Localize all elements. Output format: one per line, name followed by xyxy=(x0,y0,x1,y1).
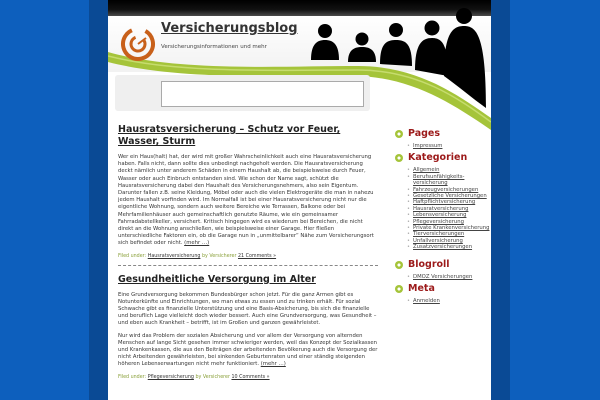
author: by Versicherer xyxy=(201,253,237,259)
site-title[interactable]: Versicherungsblog xyxy=(161,21,298,36)
post-meta xyxy=(118,375,378,380)
sidebar-item-allgemein[interactable]: • Allgemein xyxy=(407,167,491,173)
post-separator xyxy=(118,265,378,266)
sidebar-item-dmoz[interactable]: • DMOZ Versicherungen xyxy=(407,274,491,280)
meta-label: Filed under: xyxy=(118,253,147,259)
post xyxy=(118,274,378,380)
search-input[interactable] xyxy=(161,81,364,107)
page-shadow-right xyxy=(491,0,510,400)
post-paragraph xyxy=(118,333,378,369)
site-description: Versicherungsinformationen und mehr xyxy=(161,44,267,50)
sidebar-item-gesetzliche[interactable]: • Gesetzliche Versicherungen xyxy=(407,193,491,199)
sidebar-item-haftpflicht[interactable]: • Haftpflichtversicherung xyxy=(407,199,491,205)
widget-title-text: Pages xyxy=(408,128,441,139)
widget-title xyxy=(395,128,491,140)
comments-link[interactable]: 10 Comments » xyxy=(231,374,270,380)
post-paragraph: Eine Grundversorgung bekommen Bundesbürger schon jetzt. Für die ganz Armen gibt es Notunterkünfte und Einrichtungen, wo man etwas zu essen und zu trinken erhält. Für sozial Schwache gibt es finanzielle Unterstützung und eine Basis-Absicherung, bis sich die finanzielle und beruflich Lage vielleicht doch wieder bessert. Auch eine Grundversorgung, was Gesundheit – und eben auch Krankheit – betrifft, ist im Großen und ganzen gewährleistet. xyxy=(118,291,377,327)
sidebar xyxy=(395,128,491,305)
read-more-link[interactable]: (mehr …) xyxy=(184,240,210,247)
main-content xyxy=(118,124,378,380)
post-title[interactable]: Hausratsversicherung – Schutz vor Feuer, Wasser, Sturm xyxy=(118,124,341,147)
post-title[interactable]: Gesundheitliche Versorgung im Alter xyxy=(118,273,316,285)
sidebar-item-unfall[interactable]: • Unfallversicherung xyxy=(407,238,491,244)
widget-title-text: Blogroll xyxy=(408,258,450,270)
page-shadow-left xyxy=(89,0,108,400)
meta-label: Filed under: xyxy=(118,374,147,380)
read-more-link[interactable]: (mehr …) xyxy=(260,361,286,368)
widget-title-text: Kategorien xyxy=(408,152,468,164)
sidebar-item-private-kranken[interactable]: • Private Krankenversicherung xyxy=(407,225,491,231)
bullet-circle-icon xyxy=(395,130,403,138)
sidebar-item-tier[interactable]: • Tierversicherungen xyxy=(407,231,491,237)
sidebar-item-pflege[interactable]: • Pflegeversicherung xyxy=(407,219,491,225)
sidebar-item-hausrat[interactable]: • Hausratversicherung xyxy=(407,206,491,212)
bullet-circle-icon xyxy=(395,261,403,269)
post-text: Nur wird das Problem der sozialen Absicherung und vor allem der Versorgung von alternden Menschen auf lange Sicht gesehen immer schwieriger werden, weil das Konzept der Sozialkassen und Krankenkassen, die aus den Beiträgen der arbeitenden Bevölkerung auch die Versorgung der nicht Arbeitenden gewährleisten, bei sinkenden Geburtenraten und einer ständig steigenden höheren Lebenserwartungen nicht mehr funktioniert. xyxy=(118,332,378,368)
widget-pages xyxy=(395,128,491,149)
widget-title xyxy=(395,152,491,164)
widget-blogroll xyxy=(395,259,491,280)
comments-link[interactable]: 21 Comments » xyxy=(237,253,277,259)
bullet-circle-icon xyxy=(395,285,403,293)
sidebar-item-fahrzeug[interactable]: • Fahrzeugversicherungen xyxy=(407,187,491,193)
author: by Versicherer xyxy=(195,374,230,380)
bullet-circle-icon xyxy=(395,154,403,162)
category-link[interactable]: Hausratsversicherung xyxy=(147,253,201,259)
post-meta xyxy=(118,254,378,259)
widget-meta xyxy=(395,283,491,304)
post-body xyxy=(118,292,378,369)
page-wrapper xyxy=(108,0,491,400)
search-bar xyxy=(115,75,370,111)
post-paragraph xyxy=(118,154,378,248)
widget-title xyxy=(395,283,491,295)
sidebar-item-anmelden[interactable]: • Anmelden xyxy=(407,298,491,304)
widget-title-text: Meta xyxy=(408,283,435,295)
post-body xyxy=(118,154,378,248)
sidebar-item-zusatz[interactable]: • Zusatzversicherungen xyxy=(407,244,491,250)
sidebar-item-impressum[interactable]: • Impressum xyxy=(407,143,491,149)
category-link[interactable]: Pflegeversicherung xyxy=(147,374,194,380)
post xyxy=(118,124,378,259)
widget-title xyxy=(395,259,491,271)
post-text: Wer ein Haus(halt) hat, der wird mit großer Wahrscheinlichkeit auch eine Hausratsversicherung haben. Falls nicht, dann sollte dies unbedingt nachgeholt werden. Die Hausratsversicherung deckt nämlich unter anderem Schäden in einem Haushalt ab, die beispielsweise durch Feuer, Wasser oder auch Einbruch entstanden sind. Wie schon der Name sagt, schützt die Hausratsversicherung dabei den Haushalt des Versicherungsnehmers, also sein Eigentum. Darunter fallen z.B. seine Kleidung, Möbel oder auch die vielen Elektrogeräte die man in nahezu jedem Haushalt vorfinden wird. Im Normalfall ist bei einer Hausratsversicherung nicht nur die eigentliche Wohnung, sondern auch weitere Bereiche wie Terrassen, Balkone oder bei Mehrfamilienhäuser auch gemeinschaftlich genutzte Räume, wie ein gemeinsamer Fahrradabstellkeller, versichert. Kritisch hingegen wird es wiederum bei Bereichen, die nicht direkt an die Wohnung anschließen, wie beispielsweise einer Garage. Hier fließen unterschiedliche Faktoren ein, ob die Garage nun in „unmittelbarer“ Nähe zum Versicherungsort sich befindet oder nicht. xyxy=(118,154,374,247)
sidebar-item-berufsunfaehigkeit[interactable]: • Berufsunfähigkeits-versicherung xyxy=(407,174,491,187)
sidebar-item-leben[interactable]: • Lebensversicherung xyxy=(407,212,491,218)
logo-icon xyxy=(120,26,156,62)
widget-kategorien xyxy=(395,152,491,250)
